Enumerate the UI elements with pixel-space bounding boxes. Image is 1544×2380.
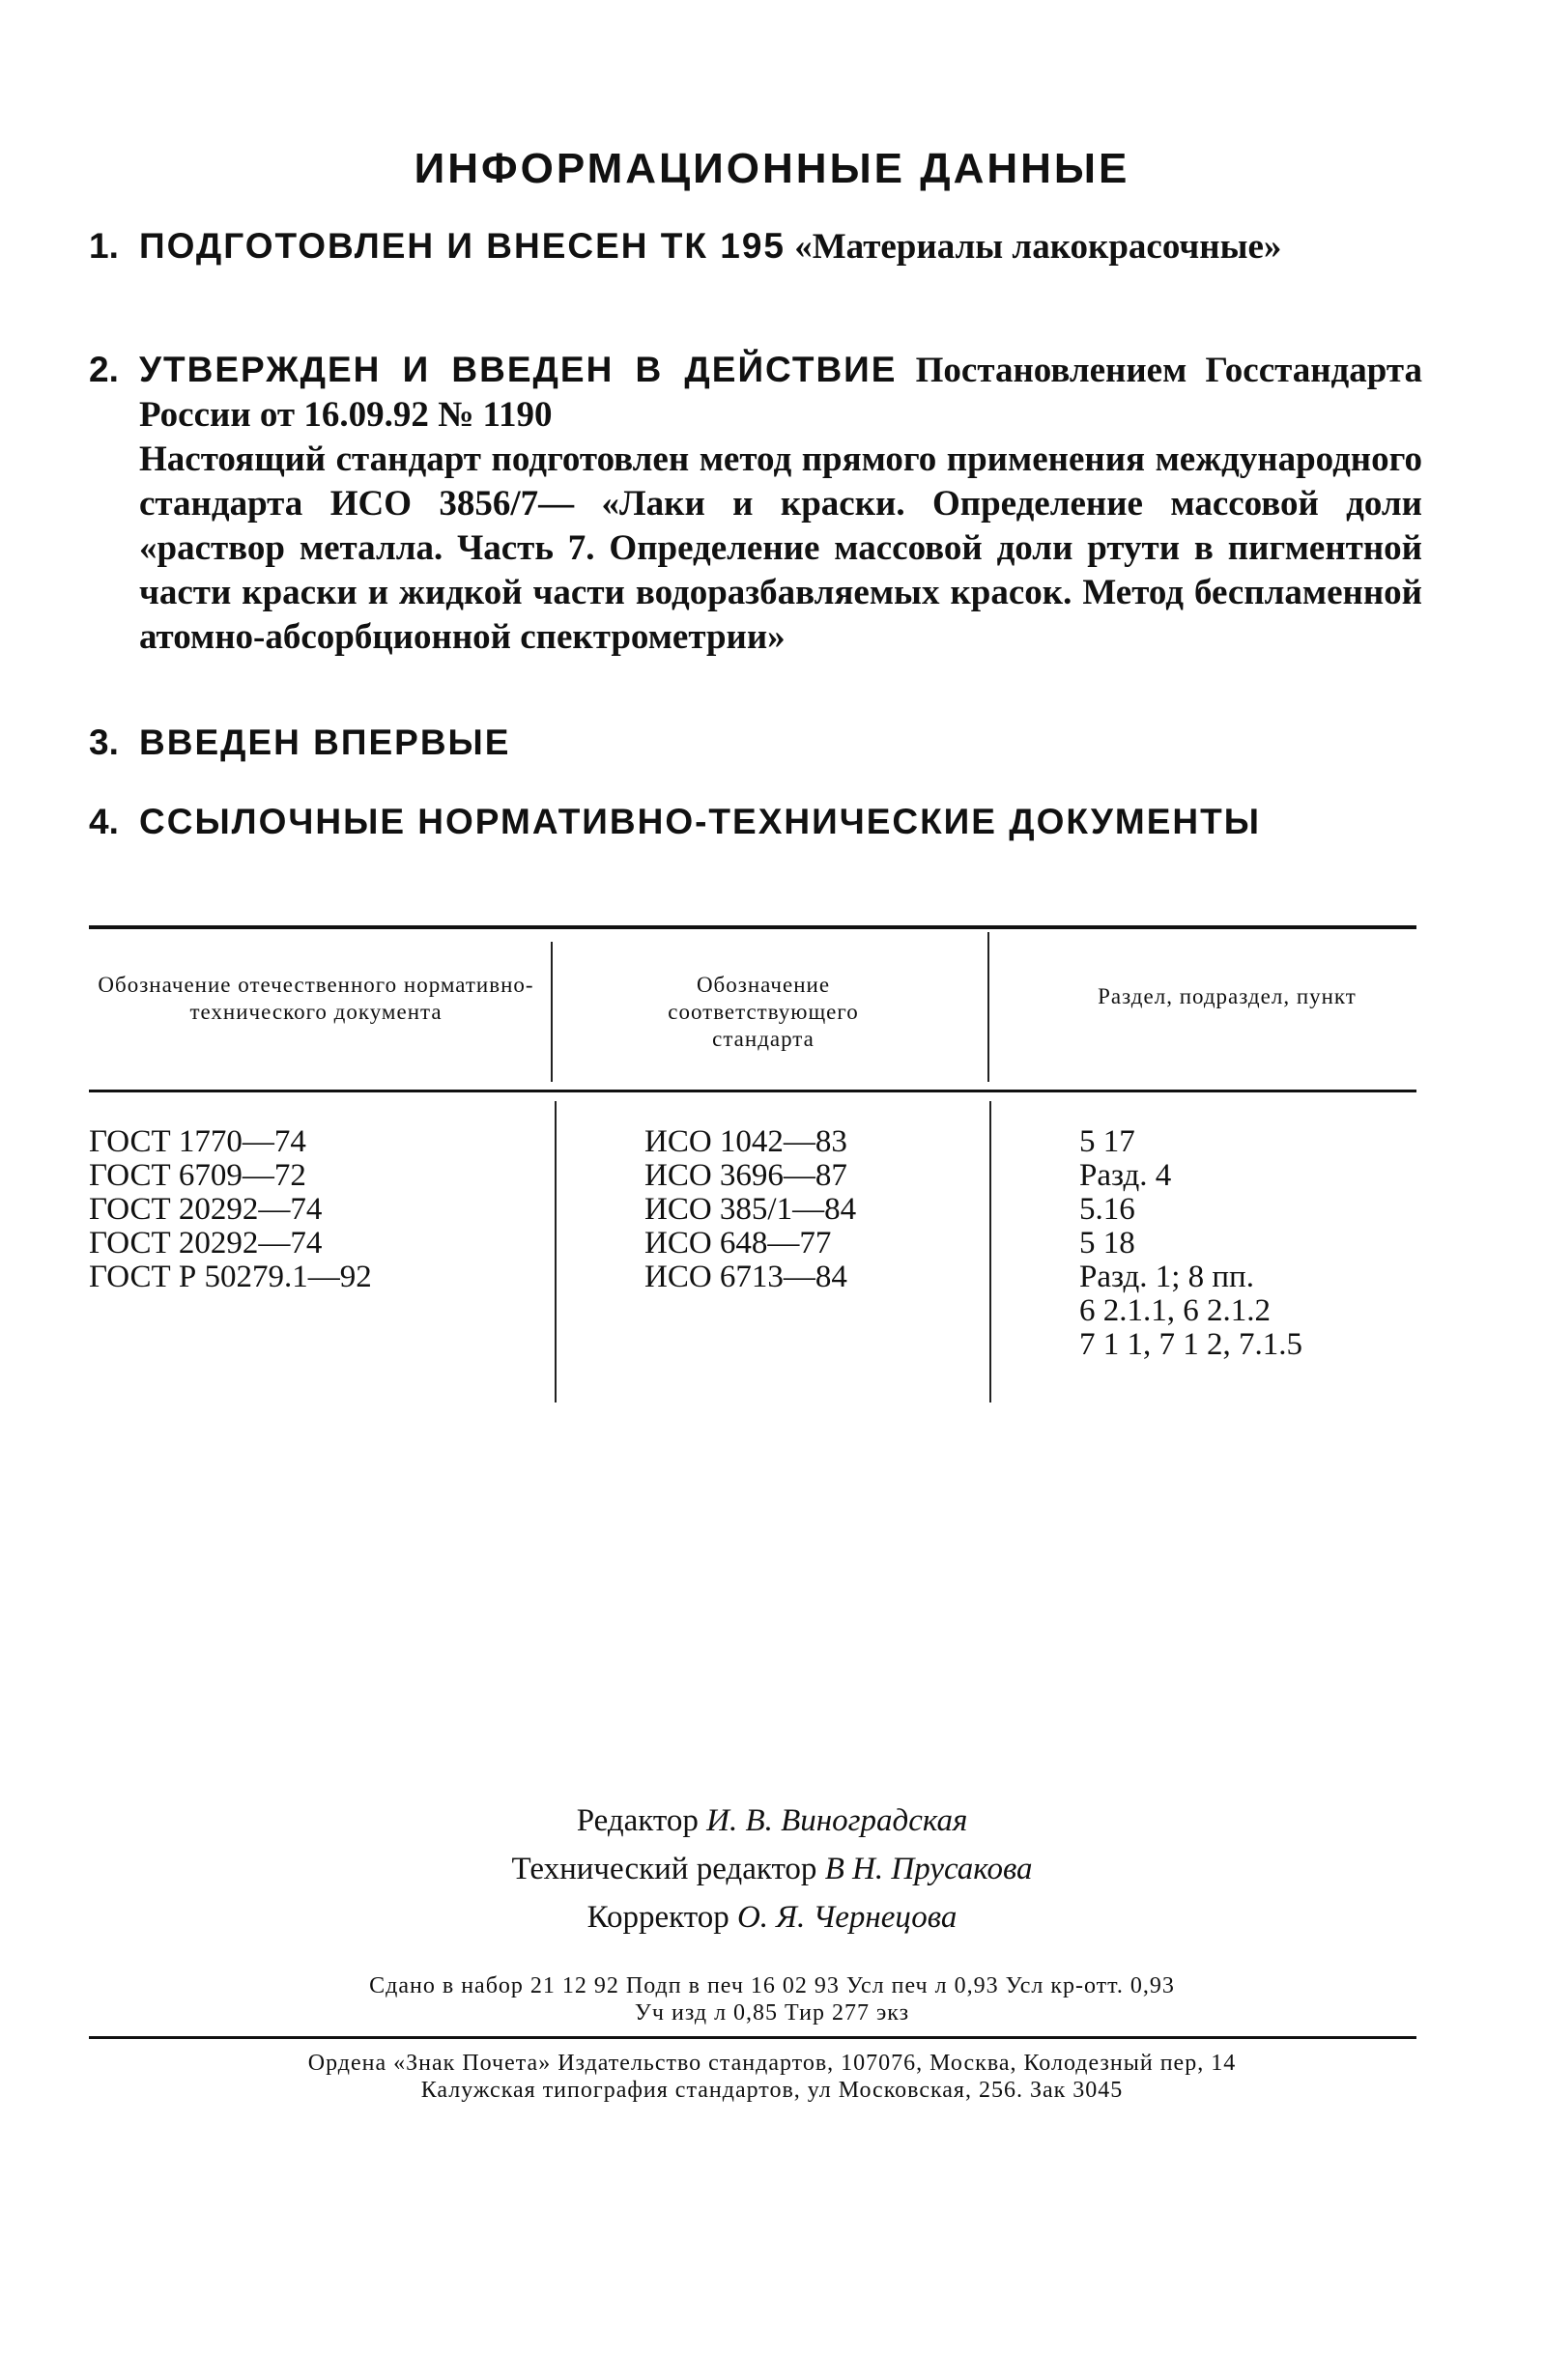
imprint-line: Сдано в набор 21 12 92 Подп в печ 16 02 93 Усл печ л 0,93 Усл кр-отт. 0,93	[369, 1973, 1175, 1998]
table-cell: ИСО 385/1—84	[644, 1192, 857, 1227]
table-cell: ГОСТ 1770—74	[89, 1124, 306, 1159]
table-header-domestic: Обозначение отечественного нормативно-технического документа	[98, 973, 534, 1024]
section-4	[89, 800, 1422, 845]
section-number: 3.	[89, 722, 119, 762]
section-2	[89, 348, 1422, 660]
table-cell: ИСО 648—77	[644, 1226, 832, 1261]
table-cell: Разд. 1; 8 пп.	[1079, 1260, 1254, 1294]
table-cell: ИСО 6713—84	[644, 1260, 847, 1294]
table-divider	[555, 1101, 557, 1402]
credit-name: И. В. Виноградская	[706, 1803, 968, 1838]
imprint-rule	[89, 2036, 1416, 2039]
table-header-section: Раздел, подраздел, пункт	[1098, 984, 1357, 1008]
table-divider	[551, 942, 553, 1082]
table-header-rule	[89, 1090, 1416, 1092]
credit-name: О. Я. Чернецова	[736, 1900, 958, 1935]
table-divider	[989, 1101, 991, 1402]
section-1	[89, 224, 1422, 269]
section-number: 2.	[89, 350, 119, 389]
credit-tech-editor	[0, 1845, 1544, 1893]
section-3	[89, 721, 1422, 766]
table-header-standard: Обозначение соответствующего стандарта	[668, 973, 859, 1051]
table-cell: ГОСТ 20292—74	[89, 1226, 323, 1261]
table-cell: 5 17	[1079, 1124, 1135, 1159]
table-column-section	[1079, 1125, 1302, 1362]
table-cell: ГОСТ 20292—74	[89, 1192, 323, 1227]
table-cell: ИСО 3696—87	[644, 1158, 847, 1193]
credit-name: В Н. Прусакова	[824, 1852, 1033, 1886]
table-top-rule	[89, 925, 1416, 929]
section-heading: ВВЕДЕН ВПЕРВЫЕ	[139, 722, 511, 762]
credit-editor	[0, 1797, 1544, 1845]
table-cell: 6 2.1.1, 6 2.1.2	[1079, 1293, 1271, 1328]
imprint-line: Уч изд л 0,85 Тир 277 экз	[634, 2000, 910, 2026]
section-text: «Материалы лакокрасочные»	[794, 227, 1282, 267]
section-text: Постановлением Госстандарта России от 16.09.92 № 1190	[139, 351, 1422, 435]
credit-role: Технический редактор	[511, 1852, 817, 1886]
table-column-standard	[644, 1125, 856, 1294]
table-cell: 5.16	[1079, 1192, 1135, 1227]
section-paragraph: Настоящий стандарт подготовлен метод прямого применения международного стандарта ИСО 3856/7— «Лаки и краски. Определение массовой доли «раствор металла. Часть 7. Определение массовой доли ртути в пигментной части краски и жидкой части водоразбавляемых красок. Метод беспламенной атомно-абсорбционной спектрометрии»	[139, 439, 1422, 657]
section-heading: ССЫЛОЧНЫЕ НОРМАТИВНО-ТЕХНИЧЕСКИЕ ДОКУМЕНТЫ	[139, 802, 1261, 841]
section-heading: УТВЕРЖДЕН И ВВЕДЕН В ДЕЙСТВИЕ	[139, 350, 898, 389]
credit-corrector	[0, 1893, 1544, 1941]
table-cell: Разд. 4	[1079, 1158, 1172, 1193]
page-title: ИНФОРМАЦИОННЫЕ ДАННЫЕ	[414, 145, 1130, 192]
table-cell: 7 1 1, 7 1 2, 7.1.5	[1079, 1327, 1302, 1362]
imprint-line: Ордена «Знак Почета» Издательство стандартов, 107076, Москва, Колодезный пер, 14	[307, 2051, 1237, 2076]
section-number: 1.	[89, 226, 119, 266]
table-cell: ГОСТ 6709—72	[89, 1158, 306, 1193]
credits	[0, 1797, 1544, 1941]
credit-role: Корректор	[586, 1900, 729, 1935]
table-cell: 5 18	[1079, 1226, 1135, 1261]
table-column-domestic	[89, 1125, 372, 1294]
table-divider	[987, 932, 989, 1082]
imprint-line: Калужская типография стандартов, ул Московская, 256. Зак 3045	[420, 2078, 1124, 2103]
credit-role: Редактор	[576, 1803, 699, 1838]
table-cell: ИСО 1042—83	[644, 1124, 847, 1159]
section-number: 4.	[89, 802, 119, 841]
table-cell: ГОСТ Р 50279.1—92	[89, 1260, 372, 1294]
section-heading: ПОДГОТОВЛЕН И ВНЕСЕН ТК 195	[139, 226, 786, 266]
